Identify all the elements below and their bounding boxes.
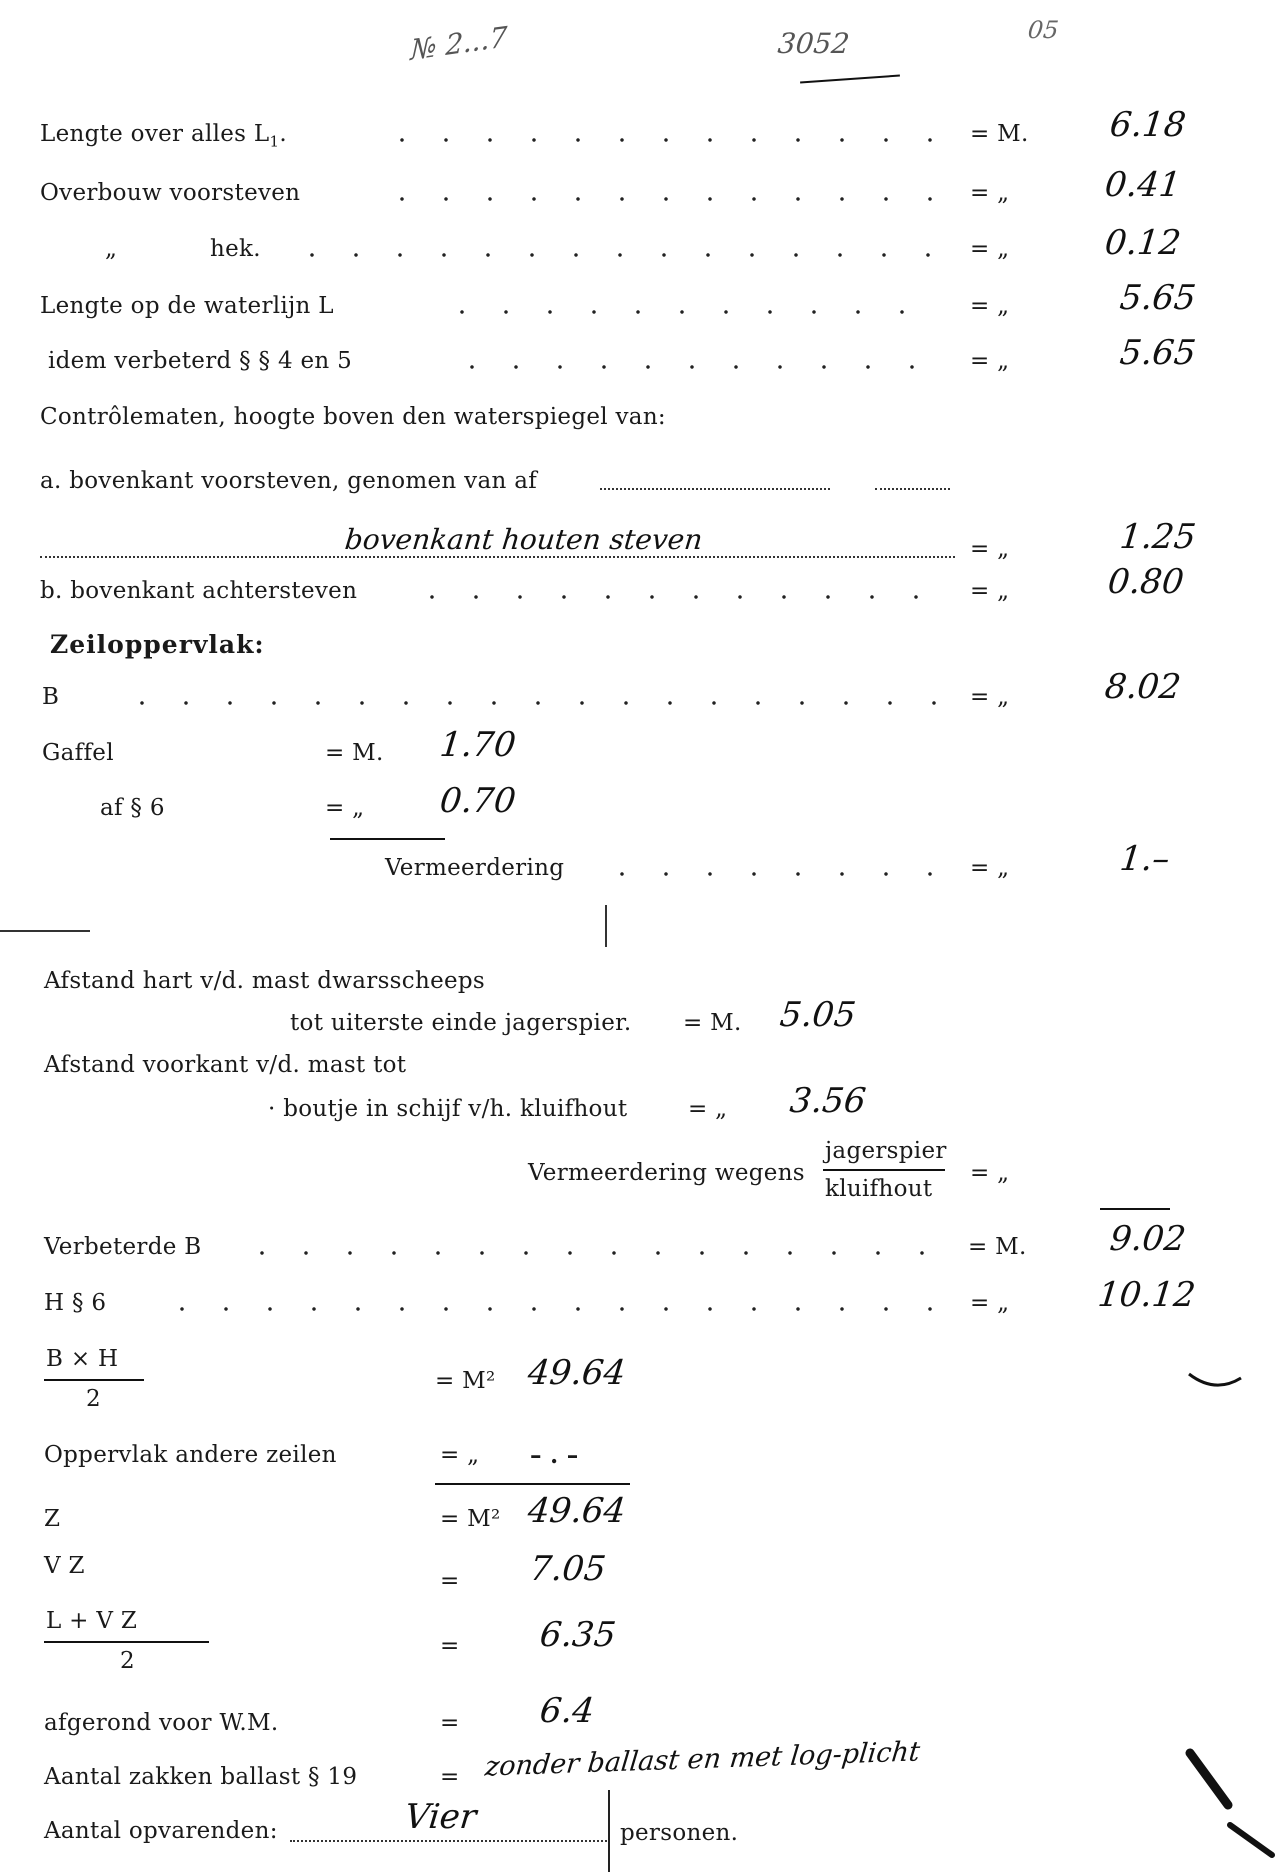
lengte-eq: = M. (970, 121, 1029, 147)
z-eq: = M² (440, 1506, 501, 1532)
brace-mark (1185, 1368, 1245, 1398)
lengte-suffix: . (279, 121, 287, 147)
header-underline (800, 75, 900, 84)
verbeterde-b-label: Verbeterde B (44, 1234, 202, 1260)
header-scribble-left: № 2...7 (409, 19, 508, 68)
lvz-numerator: L + V Z (46, 1608, 138, 1634)
a-fill-handwritten: bovenkant houten steven (343, 523, 705, 556)
controle-heading: Contrôlematen, hoogte boven den waterspiegel van: (40, 404, 666, 430)
vermeerdering-wegens-eq: = „ (970, 1160, 1010, 1186)
zakken-value: zonder ballast en met log-plicht (483, 1736, 922, 1783)
b-label: b. bovenkant achtersteven (40, 578, 358, 604)
opvarenden-label: Aantal opvarenden: (44, 1818, 278, 1844)
lvz-fraction-bar (44, 1641, 209, 1643)
zeil-b-label: B (42, 684, 60, 710)
afstand-voorkant-label: Afstand voorkant v/d. mast tot (44, 1052, 407, 1078)
bxh-fraction-bar (44, 1379, 144, 1381)
afgerond-value: 6.4 (537, 1691, 597, 1731)
lengte-subscript: 1 (269, 132, 280, 151)
lengte-wl-label: Lengte op de waterlijn L (40, 293, 334, 319)
a-eq: = „ (970, 536, 1010, 562)
vz-eq: = (440, 1568, 460, 1594)
overbouw-hek-leader (290, 253, 940, 257)
z-label: Z (44, 1506, 61, 1532)
lvz-eq: = (440, 1633, 460, 1659)
separator-tick (605, 905, 607, 947)
opvarenden-suffix: personen. (620, 1820, 739, 1846)
lengte-label (40, 123, 287, 150)
zakken-eq: = (440, 1764, 460, 1790)
h6-leader (160, 1307, 940, 1311)
idem-leader (450, 365, 940, 369)
vz-label: V Z (44, 1553, 85, 1579)
overbouw-hek-ditto: „ (105, 236, 118, 262)
header-scribble-right: 05 (1026, 16, 1061, 44)
gaffel-value: 1.70 (437, 725, 518, 765)
h6-eq: = „ (970, 1290, 1010, 1316)
lvz-value: 6.35 (537, 1615, 618, 1655)
gaffel-eq: = M. (325, 740, 384, 766)
bxh-numerator: B × H (46, 1346, 119, 1372)
vermeerdering-value: 1.– (1117, 839, 1172, 879)
zeil-b-value: 8.02 (1102, 667, 1183, 707)
afstand-kluifhout-eq: = „ (688, 1096, 728, 1122)
a-fill-line-2 (875, 486, 950, 490)
bxh-eq: = M² (435, 1368, 496, 1394)
afgerond-label: afgerond voor W.M. (44, 1710, 279, 1736)
opvarenden-fill-line (290, 1838, 610, 1842)
idem-label: idem verbeterd § § 4 en 5 (48, 348, 353, 374)
vermeerdering-eq: = „ (970, 855, 1010, 881)
afstand-kluifhout-value: 3.56 (787, 1081, 868, 1121)
vz-value: 7.05 (527, 1549, 608, 1589)
h6-label: H § 6 (44, 1290, 107, 1316)
verbeterde-b-leader (240, 1251, 940, 1255)
vermeerdering-label: Vermeerdering (385, 855, 565, 881)
vermeerdering-wegens-rule (1100, 1208, 1170, 1210)
h6-value: 10.12 (1095, 1275, 1198, 1315)
gaffel-label: Gaffel (42, 740, 114, 766)
overbouw-voor-value: 0.41 (1102, 165, 1183, 205)
vermeerdering-wegens-label: Vermeerdering wegens (528, 1160, 805, 1186)
lengte-wl-eq: = „ (970, 293, 1010, 319)
b-value: 0.80 (1105, 562, 1186, 602)
overbouw-voor-eq: = „ (970, 180, 1010, 206)
andere-zeilen-eq: = „ (440, 1442, 480, 1468)
afstand-hart-label: Afstand hart v/d. mast dwarsscheeps (44, 968, 486, 994)
bxh-value: 49.64 (525, 1353, 628, 1393)
b-leader (410, 595, 940, 599)
afstand-jagerspier-label: tot uiterste einde jagerspier. (290, 1010, 632, 1036)
overbouw-voor-label: Overbouw voorsteven (40, 180, 301, 206)
afstand-kluifhout-label: · boutje in schijf v/h. kluifhout (268, 1096, 628, 1122)
a-fill-line-1 (600, 486, 830, 490)
section-separator (0, 930, 90, 932)
a-label: a. bovenkant voorsteven, genomen van af (40, 468, 538, 494)
opvarenden-tick (608, 1790, 610, 1872)
opvarenden-value: Vier (402, 1797, 479, 1837)
b-eq: = „ (970, 578, 1010, 604)
overbouw-hek-value: 0.12 (1102, 223, 1183, 263)
vermeerdering-leader (600, 872, 940, 876)
overbouw-hek-eq: = „ (970, 236, 1010, 262)
afstand-jagerspier-value: 5.05 (777, 995, 858, 1035)
zeiloppervlak-heading: Zeiloppervlak: (50, 630, 265, 659)
lengte-wl-leader (440, 310, 940, 314)
verbeterde-b-eq: = M. (968, 1234, 1027, 1260)
af-label: af § 6 (100, 795, 165, 821)
idem-eq: = „ (970, 348, 1010, 374)
overbouw-voor-leader (380, 197, 940, 201)
af-underline (330, 838, 445, 840)
verbeterde-b-value: 9.02 (1107, 1219, 1188, 1259)
zeil-b-leader (120, 701, 940, 705)
fraction-bar-jagerspier (823, 1169, 945, 1171)
a-value: 1.25 (1117, 517, 1198, 557)
header-scribble-mid: 3052 (776, 27, 852, 60)
overbouw-hek-label: hek. (210, 236, 261, 262)
fraction-jagerspier: jagerspier (825, 1138, 947, 1164)
zakken-label: Aantal zakken ballast § 19 (44, 1764, 358, 1790)
lengte-text: Lengte over alles L (40, 121, 270, 147)
af-value: 0.70 (437, 781, 518, 821)
zeil-b-eq: = „ (970, 684, 1010, 710)
andere-zeilen-label: Oppervlak andere zeilen (44, 1442, 337, 1468)
lvz-denominator: 2 (120, 1648, 135, 1674)
lengte-leader (380, 138, 940, 142)
afstand-jagerspier-eq: = M. (683, 1010, 742, 1036)
fraction-kluifhout: kluifhout (825, 1176, 933, 1202)
bxh-denominator: 2 (86, 1386, 101, 1412)
lengte-wl-value: 5.65 (1117, 278, 1198, 318)
lengte-value: 6.18 (1107, 105, 1188, 145)
idem-value: 5.65 (1117, 333, 1198, 373)
z-value: 49.64 (525, 1491, 628, 1531)
andere-zeilen-sum-rule (435, 1483, 630, 1485)
afgerond-eq: = (440, 1710, 460, 1736)
arrow-mark (1180, 1745, 1275, 1865)
af-eq: = „ (325, 795, 365, 821)
andere-zeilen-value: – . – (530, 1442, 579, 1469)
